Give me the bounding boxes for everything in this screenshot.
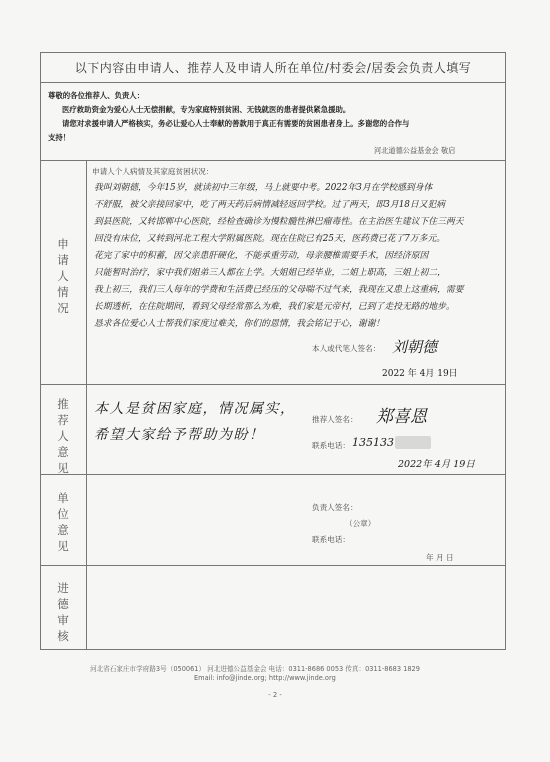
label-column-divider	[86, 160, 87, 650]
handwritten-line: 花完了家中的积蓄，因父亲患肝硬化，不能承重劳动，母亲腰椎需要手术，因经济原因	[94, 251, 429, 261]
applicant-prompt: 申请人个人病情及其家庭贫困状况：	[92, 167, 214, 176]
section-label-text: 推荐人意见	[57, 397, 69, 475]
handwritten-line: 恳求各位爱心人士帮我们家度过难关，你们的恩情，我会铭记于心，谢谢！	[94, 319, 385, 329]
page-number: - 2 -	[268, 691, 282, 699]
handwritten-line: 我上初三，我们三人每年的学费和生活费已经压的父母喘不过气来，我现在又患上这重病，需要	[94, 285, 464, 295]
recommender-signature: 郑喜恩	[376, 407, 427, 427]
divider	[40, 82, 506, 83]
applicant-date: 2022 年 4月 19日	[382, 369, 458, 379]
recommender-opinion-line: 本人是贫困家庭，情况属实，	[94, 401, 296, 417]
section-label-applicant	[41, 236, 85, 316]
greeting-line: 请您对求援申请人严格核实，务必让爱心人士奉献的善款用于真正有需要的贫困患者身上。多谢您的合作与	[62, 119, 410, 128]
unit-seal-label: （公章）	[345, 519, 376, 528]
handwritten-line: 不舒服，被父亲接回家中，吃了两天药后病情减轻返回学校。过了两天，即3月18日又犯病	[94, 200, 446, 210]
recommender-phone: 135133	[352, 436, 394, 449]
applicant-signature-label: 本人或代笔人签名：	[312, 344, 381, 353]
form-header-title: 以下内容由申请人、推荐人及申请人所在单位/村委会/居委会负责人填写	[74, 61, 472, 75]
redacted-phone-digits	[395, 436, 431, 449]
section-label-text: 单位意见	[57, 491, 69, 553]
handwritten-line: 只能暂时治疗，家中我们姐弟三人都在上学。大姐姐已经毕业，二姐上职高，三姐上初二，	[94, 268, 446, 278]
handwritten-line: 我叫刘朝德，今年15岁，就读初中三年级，马上就要中考。2022年3月在学校感到身体	[94, 183, 433, 193]
section-label-recommender	[41, 396, 85, 476]
unit-date-label: 年 月 日	[426, 553, 454, 562]
recommender-phone-label: 联系电话：	[312, 441, 350, 450]
handwritten-line: 到县医院，又转邯郸中心医院，经检查确诊为慢粒髓性淋巴瘤毒性。在主治医生建议下住三两天	[94, 217, 464, 227]
handwritten-line: 回没有床位，又转到河北工程大学附属医院。现在住院已有25天，医药费已花了7万多元。	[94, 234, 446, 244]
recommender-signature-label: 推荐人签名：	[312, 415, 358, 424]
greeting-line: 支持！	[48, 133, 71, 142]
footer-address: 河北省石家庄市学府路3号（050061） 河北进德公益基金会 电话：0311-8686 0053 传真：0311-8683 1829	[90, 665, 420, 673]
greeting-salutation: 尊敬的各位推荐人、负责人：	[48, 91, 145, 100]
divider	[40, 160, 506, 161]
divider	[40, 474, 506, 475]
divider	[40, 565, 506, 566]
handwritten-line: 长期透析，在住院期间，看到父母经常那么为难，我们家是元帝村，已到了走投无路的地步。	[94, 302, 455, 312]
greeting-signoff: 河北道德公益基金会 敬启	[374, 146, 456, 155]
applicant-signature: 刘朝德	[392, 338, 438, 356]
unit-phone-label: 联系电话：	[312, 535, 350, 544]
footer-contact: Email: info@jinde.org; http://www.jinde.org	[194, 674, 336, 682]
recommender-date: 2022年 4月 19日	[398, 459, 475, 470]
divider	[40, 384, 506, 385]
greeting-line: 医疗救助资金为爱心人士无偿捐献，专为家庭特别贫困、无钱就医的患者提供紧急援助。	[62, 105, 351, 114]
section-label-text: 进德审核	[57, 581, 69, 643]
section-label-unit	[41, 490, 85, 554]
section-label-text: 申请人情况	[57, 237, 69, 315]
section-label-jinde-review	[41, 580, 85, 644]
unit-signature-label: 负责人签名：	[312, 503, 358, 512]
recommender-opinion-line: 希望大家给予帮助为盼！	[94, 427, 265, 443]
